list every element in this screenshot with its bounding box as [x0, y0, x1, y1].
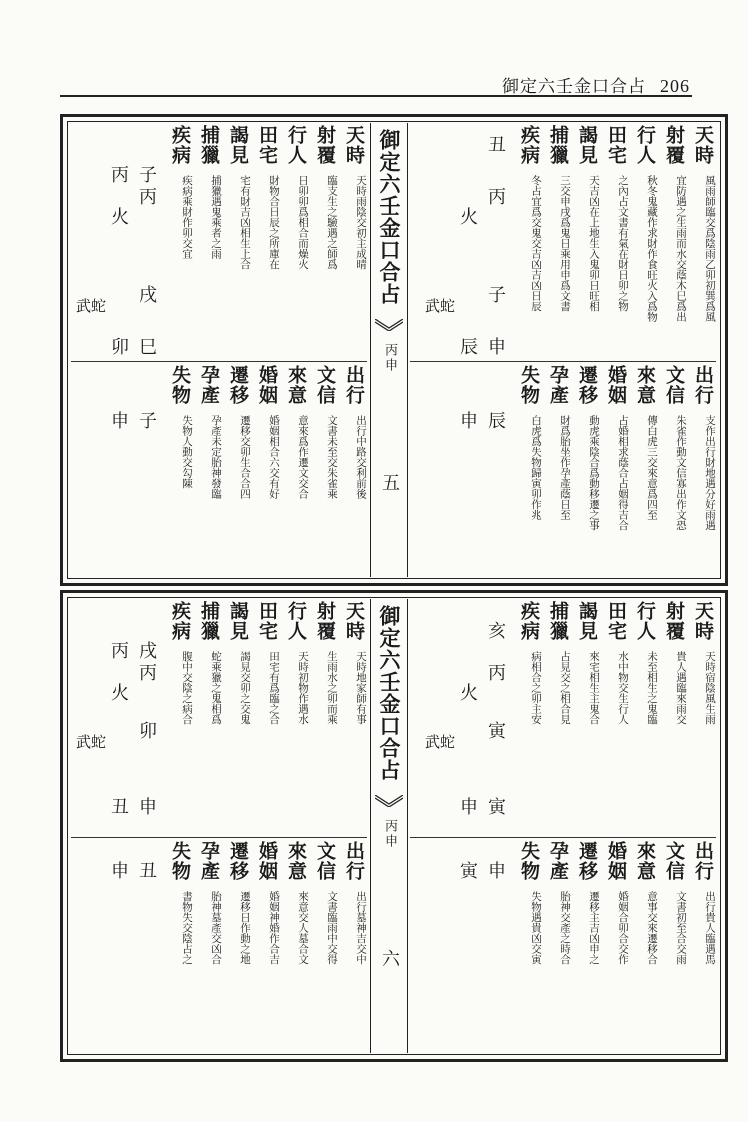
item-title: 捕獵: [198, 125, 220, 165]
item-column: [340, 365, 367, 585]
item-column: [195, 125, 222, 357]
item-title: 失物: [169, 841, 191, 881]
item-column: [166, 841, 193, 1061]
item-columns: [166, 841, 367, 1061]
item-title: 失物: [518, 841, 540, 881]
item-title: 謁見: [227, 601, 249, 641]
item-annotation: 占見交之相合見: [559, 651, 571, 725]
lesson-character: 武蛇: [75, 297, 106, 315]
item-column: [253, 601, 280, 833]
item-column: [573, 125, 600, 357]
spine-title: 御定六壬金口合占: [377, 605, 402, 781]
item-column: [311, 365, 338, 585]
item-title: 天時: [692, 601, 714, 641]
item-title: 文信: [663, 841, 685, 881]
item-title: 田宅: [605, 601, 627, 641]
lesson-character: 武蛇: [424, 297, 455, 315]
lesson-character: 丙: [488, 663, 506, 684]
item-annotation: 遷移主吉凶申之: [588, 891, 600, 965]
item-annotation: 三交申戌爲鬼日乘用申爲文書: [559, 175, 571, 312]
item-annotation: 田宅有爲臨之合: [268, 651, 280, 725]
item-annotation: 婚姻神婚作合吉: [268, 891, 280, 965]
item-title: 謁見: [227, 125, 249, 165]
item-column: [311, 601, 338, 833]
item-annotation: 出行墓神吉交中: [355, 891, 367, 965]
item-columns: [166, 365, 367, 585]
lesson-character: 丙: [139, 187, 157, 208]
item-title: 謁見: [576, 125, 598, 165]
lesson-column: [75, 601, 106, 1061]
book-title: 御定六壬金口合占: [502, 77, 646, 97]
item-annotation: 來宅相生主鬼合: [588, 651, 600, 725]
item-title: 遷移: [227, 841, 249, 881]
item-title: 遷移: [576, 365, 598, 405]
item-column: [253, 365, 280, 585]
item-title: 射覆: [314, 601, 336, 641]
item-column: [602, 125, 629, 357]
item-annotation: 天吉凶在上地生入鬼卯日旺相: [588, 175, 600, 312]
item-title: 婚姻: [605, 365, 627, 405]
item-annotation: 婚姻合卯合交作: [617, 891, 629, 965]
item-column: [253, 125, 280, 357]
item-title: 田宅: [256, 601, 278, 641]
right-half-page: [410, 601, 716, 1051]
item-annotation: 宅有財吉凶相生上合: [239, 175, 251, 270]
item-title: 田宅: [605, 125, 627, 165]
item-column: [224, 125, 251, 357]
lesson-character: 辰: [460, 337, 478, 358]
item-column: [602, 365, 629, 585]
item-title: 捕獵: [547, 601, 569, 641]
item-annotation: 天時雨陰交初主成晴: [355, 175, 367, 270]
left-half-page: [71, 601, 367, 1051]
item-title: 疾病: [169, 125, 191, 165]
item-annotation: 傳白虎三交來意爲四至: [646, 415, 658, 520]
item-columns: [515, 601, 716, 833]
item-annotation: 出行中路交利前後: [355, 415, 367, 499]
item-column: [544, 841, 571, 1061]
item-title: 來意: [634, 365, 656, 405]
item-annotation: 胎神墓產交凶合: [210, 891, 222, 965]
item-annotation: 之內占文書有氣在財日卯之物: [617, 175, 629, 312]
item-annotation: 書物失交陰占之: [181, 891, 193, 965]
spine-chapter: 丙申: [382, 343, 397, 373]
item-title: 出行: [692, 841, 714, 881]
item-title: 射覆: [314, 125, 336, 165]
running-header: [502, 72, 690, 97]
item-column: [166, 601, 193, 833]
spine-folio: 六: [379, 949, 400, 967]
item-column: [224, 841, 251, 1061]
item-column: [515, 125, 542, 357]
item-title: 遷移: [576, 841, 598, 881]
lesson-column: [483, 601, 511, 1061]
item-column: [602, 841, 629, 1061]
lesson-column: [483, 125, 511, 585]
item-column: [689, 125, 716, 357]
item-column: [689, 365, 716, 585]
lesson-character: 申: [488, 861, 506, 882]
item-title: 文信: [314, 365, 336, 405]
item-annotation: 財爲胎坐作孕產蔭日至: [559, 415, 571, 520]
item-column: [544, 365, 571, 585]
item-title: 出行: [343, 365, 365, 405]
item-column: [224, 601, 251, 833]
item-title: 出行: [343, 841, 365, 881]
item-annotation: 秋冬鬼藏作求財作食旺火入爲物: [646, 175, 658, 322]
item-annotation: 病相合之卯主安: [530, 651, 542, 725]
lesson-character: 寅: [460, 861, 478, 882]
lesson-character: 火: [460, 683, 478, 704]
item-annotation: 來意交人墓合文: [297, 891, 309, 965]
item-title: 孕產: [547, 841, 569, 881]
item-title: 孕產: [547, 365, 569, 405]
item-title: 田宅: [256, 125, 278, 165]
item-annotation: 婚姻相合六交有好: [268, 415, 280, 499]
item-column: [573, 601, 600, 833]
item-title: 疾病: [518, 125, 540, 165]
center-spine: [370, 123, 408, 577]
lesson-character: 辰: [488, 411, 506, 432]
item-title: 出行: [692, 365, 714, 405]
lesson-character: 丙: [111, 165, 129, 186]
item-annotation: 意來爲作遷文交合: [297, 415, 309, 499]
item-annotation: 謁見交卯之交鬼: [239, 651, 251, 725]
item-annotation: 捕獵遇鬼乘者之雨: [210, 175, 222, 259]
item-column: [282, 125, 309, 357]
item-column: [282, 841, 309, 1061]
page-number: 206: [660, 76, 690, 96]
item-column: [282, 601, 309, 833]
item-annotation: 出行貴人臨遇馬: [704, 891, 716, 965]
lesson-character: 申: [139, 797, 157, 818]
item-annotation: 疾病乘財作卯交宜: [181, 175, 193, 259]
item-annotation: 胎神交產之時合: [559, 891, 571, 965]
item-title: 婚姻: [256, 841, 278, 881]
item-annotation: 風雨師臨交爲陰雨乙卯初巽爲風: [704, 175, 716, 322]
item-column: [689, 601, 716, 833]
item-title: 捕獵: [198, 601, 220, 641]
item-title: 行人: [634, 125, 656, 165]
lesson-column: [455, 125, 483, 585]
item-title: 行人: [285, 125, 307, 165]
item-column: [340, 601, 367, 833]
spine-title: 御定六壬金口合占: [377, 129, 402, 305]
item-annotation: 占婚相求蔭合占姻得吉合: [617, 415, 629, 531]
lesson-character: 申: [460, 411, 478, 432]
lesson-character: 火: [111, 207, 129, 228]
item-annotation: 朱雀作動文信寡出作文恐: [675, 415, 687, 531]
item-title: 行人: [285, 601, 307, 641]
item-annotation: 支作出行財地遇分好雨遇: [704, 415, 716, 531]
lesson-character: 亥: [488, 621, 506, 642]
lesson-character: 火: [111, 683, 129, 704]
lesson-character: 申: [111, 411, 129, 432]
item-column: [515, 601, 542, 833]
item-columns: [515, 125, 716, 357]
lesson-column: [424, 601, 455, 1061]
item-annotation: 文書初至合交雨: [675, 891, 687, 965]
item-title: 天時: [343, 125, 365, 165]
item-title: 射覆: [663, 125, 685, 165]
lesson-character: 武蛇: [75, 733, 106, 751]
lesson-character: 申: [111, 861, 129, 882]
item-title: 遷移: [227, 365, 249, 405]
item-title: 來意: [634, 841, 656, 881]
lesson-grid: [424, 125, 511, 585]
item-title: 謁見: [576, 601, 598, 641]
item-column: [166, 125, 193, 357]
item-title: 疾病: [518, 601, 540, 641]
item-column: [660, 365, 687, 585]
item-columns: [515, 841, 716, 1061]
item-title: 文信: [663, 365, 685, 405]
item-column: [224, 365, 251, 585]
item-title: 疾病: [169, 601, 191, 641]
item-annotation: 失物人動交勾陳: [181, 415, 193, 489]
item-column: [515, 841, 542, 1061]
lesson-character: 巳: [139, 337, 157, 358]
header-rule: [60, 95, 692, 97]
item-title: 孕產: [198, 841, 220, 881]
lesson-column: [134, 601, 162, 1061]
item-annotation: 財物合日辰之所庫在: [268, 175, 280, 270]
item-annotation: 天時初物作遇水: [297, 651, 309, 725]
item-column: [631, 841, 658, 1061]
item-annotation: 貴人遇臨來雨交: [675, 651, 687, 725]
item-annotation: 未至相生之鬼臨: [646, 651, 658, 725]
item-column: [602, 601, 629, 833]
item-column: [631, 601, 658, 833]
lesson-character: 卯: [139, 721, 157, 742]
lesson-grid: [75, 125, 162, 585]
lesson-character: 丙: [111, 641, 129, 662]
lesson-column: [134, 125, 162, 585]
item-column: [253, 841, 280, 1061]
spine-chapter: 丙申: [382, 819, 397, 849]
item-annotation: 冬占宜爲交鬼交吉凶吉凶日辰: [530, 175, 542, 312]
item-annotation: 白虎爲失物歸寅卯作兆: [530, 415, 542, 520]
item-column: [660, 125, 687, 357]
lesson-character: 丙: [488, 187, 506, 208]
right-half-page: [410, 125, 716, 575]
item-annotation: 意事交來遷移合: [646, 891, 658, 965]
item-annotation: 文書臨雨中交得: [326, 891, 338, 965]
item-annotation: 生雨水之卯而乘: [326, 651, 338, 725]
lesson-column: [106, 125, 134, 585]
item-annotation: 文書未至交朱雀乘: [326, 415, 338, 499]
item-columns: [166, 601, 367, 833]
item-column: [195, 841, 222, 1061]
lesson-character: 子: [139, 165, 157, 186]
item-title: 天時: [343, 601, 365, 641]
item-title: 孕產: [198, 365, 220, 405]
lesson-character: 丑: [488, 135, 506, 156]
lesson-character: 戌: [139, 285, 157, 306]
lesson-character: 丑: [139, 861, 157, 882]
item-title: 行人: [634, 601, 656, 641]
lesson-character: 卯: [111, 337, 129, 358]
item-column: [689, 841, 716, 1061]
item-annotation: 臨支生之驗遇之師爲: [326, 175, 338, 270]
item-title: 射覆: [663, 601, 685, 641]
item-column: [544, 125, 571, 357]
item-column: [195, 601, 222, 833]
item-title: 文信: [314, 841, 336, 881]
lesson-character: 申: [488, 337, 506, 358]
lesson-character: 丑: [111, 797, 129, 818]
item-title: 婚姻: [605, 841, 627, 881]
item-title: 婚姻: [256, 365, 278, 405]
lesson-character: 寅: [488, 721, 506, 742]
item-annotation: 動虎乘陰合爲動移遷之事: [588, 415, 600, 531]
item-annotation: 水中物交生行人: [617, 651, 629, 725]
item-title: 失物: [169, 365, 191, 405]
upper-sheet: [60, 114, 728, 586]
item-columns: [515, 365, 716, 585]
center-spine: [370, 599, 408, 1053]
item-annotation: 遷移日作動之地: [239, 891, 251, 965]
item-annotation: 孕產未定胎神發臨: [210, 415, 222, 499]
item-annotation: 遷移交卯生合合四: [239, 415, 251, 499]
item-column: [311, 841, 338, 1061]
lesson-column: [424, 125, 455, 585]
item-column: [340, 125, 367, 357]
item-column: [311, 125, 338, 357]
fishtail-ornament: [375, 795, 403, 807]
lesson-character: 寅: [488, 797, 506, 818]
lesson-character: 武蛇: [424, 733, 455, 751]
lesson-character: 子: [488, 285, 506, 306]
item-annotation: 天時宿陰風生雨: [704, 651, 716, 725]
item-annotation: 失物遇貴凶交寅: [530, 891, 542, 965]
item-column: [660, 601, 687, 833]
fishtail-ornament: [375, 319, 403, 331]
item-column: [544, 601, 571, 833]
spine-folio: 五: [379, 473, 400, 491]
item-column: [660, 841, 687, 1061]
lesson-character: 申: [460, 797, 478, 818]
lesson-column: [75, 125, 106, 585]
item-column: [573, 841, 600, 1061]
lesson-grid: [75, 601, 162, 1061]
item-title: 失物: [518, 365, 540, 405]
lesson-grid: [424, 601, 511, 1061]
lesson-character: 子: [139, 411, 157, 432]
lower-sheet: [60, 590, 728, 1062]
lesson-character: 火: [460, 207, 478, 228]
item-annotation: 宜防遇之生雨而水交蔭木巳爲出: [675, 175, 687, 322]
item-column: [515, 365, 542, 585]
item-annotation: 腹中交陰之病合: [181, 651, 193, 725]
item-title: 來意: [285, 841, 307, 881]
left-half-page: [71, 125, 367, 575]
item-annotation: 天時地家師有事: [355, 651, 367, 725]
item-column: [573, 365, 600, 585]
item-column: [340, 841, 367, 1061]
item-title: 天時: [692, 125, 714, 165]
item-columns: [166, 125, 367, 357]
item-column: [282, 365, 309, 585]
item-annotation: 日卯卯爲相合而燥火: [297, 175, 309, 270]
item-column: [631, 125, 658, 357]
item-title: 來意: [285, 365, 307, 405]
item-column: [195, 365, 222, 585]
item-annotation: 蛇乘獵之鬼相爲: [210, 651, 222, 725]
item-title: 捕獵: [547, 125, 569, 165]
item-column: [631, 365, 658, 585]
lesson-character: 戌: [139, 641, 157, 662]
item-column: [166, 365, 193, 585]
lesson-column: [106, 601, 134, 1061]
lesson-character: 丙: [139, 663, 157, 684]
lesson-column: [455, 601, 483, 1061]
